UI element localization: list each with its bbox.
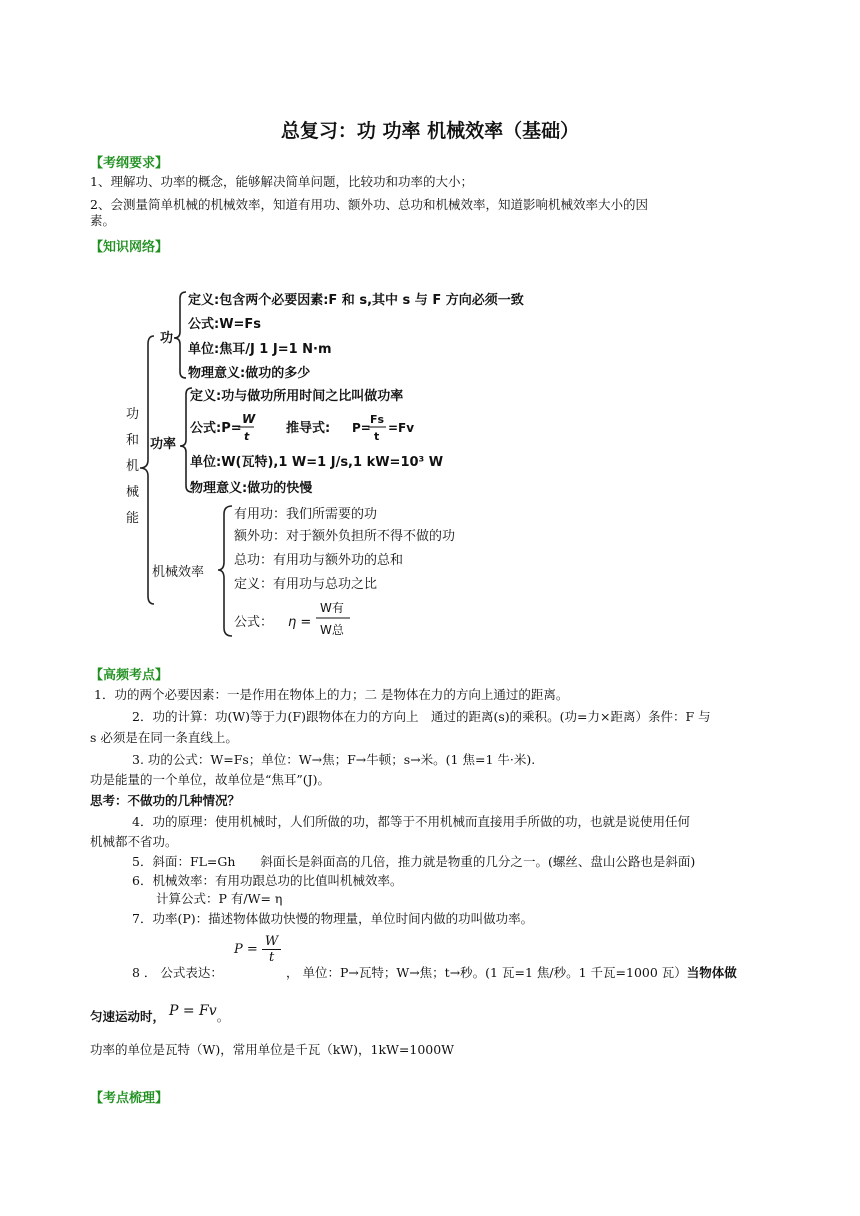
efficiency-definition: 定义：有用功与总功之比 (234, 577, 378, 592)
hot-point-6-formula: 计算公式：P 有/W= η (156, 891, 283, 906)
section-requirements: 【考纲要求】 (90, 156, 169, 171)
power-derived-suffix: =Fv (388, 421, 415, 435)
tree-root-char: 械 (126, 485, 140, 500)
power-meaning: 物理意义:做功的快慢 (190, 481, 313, 496)
requirement-2-cont: 素。 (90, 213, 116, 228)
tree-work-label: 功 (160, 331, 174, 346)
efficiency-num: W有 (320, 601, 344, 615)
units-text: ， 单位：P→瓦特；W→焦；t→秒。(1 瓦=1 焦/秒。1 千瓦=1000 瓦） (286, 965, 687, 980)
period: 。 (216, 1009, 230, 1024)
efficiency-brace (218, 506, 232, 636)
tree-root-char: 和 (126, 433, 140, 448)
requirement-1: 1、理解功、功率的概念，能够解决简单问题，比较功和功率的大小； (90, 174, 473, 189)
power-formula: 公式:P= (190, 421, 242, 436)
work-unit: 单位:焦耳/J 1 J=1 N·m (188, 342, 332, 357)
tree-root-char: 能 (126, 511, 140, 526)
requirement-2: 2、会测量简单机械的机械效率，知道有用功、额外功、总功和机械效率，知道影响机械效率大小的因 (90, 197, 648, 212)
hot-point-3: 3. 功的公式：W=Fs；单位：W→焦；F→牛顿；s→米。(1 焦=1 牛·米). (132, 752, 536, 767)
units-bold: 当物体做 (686, 965, 737, 980)
formula-den: t (268, 950, 275, 965)
power-velocity-formula: P = Fv (169, 1003, 217, 1019)
tree-root-char: 机 (126, 459, 140, 474)
root-brace (140, 336, 154, 604)
hot-point-2: 2．功的计算：功(W)等于力(F)跟物体在力的方向上 通过的距离(s)的乘积。(功=力×距离）条件：F 与 (132, 709, 711, 724)
work-definition: 定义:包含两个必要因素:F 和 s,其中 s 与 F 方向必须一致 (188, 293, 524, 308)
hot-point-8-formula (234, 934, 281, 965)
power-unit: 单位:W(瓦特),1 W=1 J/s,1 kW=10³ W (190, 455, 444, 470)
section-hotpoints: 【高频考点】 (90, 668, 169, 683)
efficiency-den: W总 (320, 623, 344, 637)
tree-efficiency-label: 机械效率 (152, 565, 205, 580)
hot-point-4-cont: 机械都不省功。 (90, 834, 178, 849)
work-brace (174, 292, 186, 378)
power-derived-label: 推导式: (286, 421, 331, 436)
section-review: 【考点梳理】 (90, 1091, 169, 1106)
power-derived-num: Fs (370, 413, 385, 426)
uniform-motion-text: 匀速运动时， (90, 1009, 166, 1024)
power-unit-note: 功率的单位是瓦特（W)，常用单位是千瓦（kW)，1kW=1000W (90, 1042, 455, 1057)
page-title: 总复习：功 功率 机械效率（基础） (280, 120, 580, 142)
work-meaning: 物理意义:做功的多少 (188, 366, 311, 381)
hot-point-8-cont (90, 1003, 230, 1026)
work-formula: 公式:W=Fs (188, 317, 262, 332)
efficiency-formula: 公式： (234, 615, 274, 630)
power-formula-num: W (242, 412, 256, 426)
efficiency-extra: 额外功：对于额外负担所不得不做的功 (234, 529, 456, 544)
hot-point-7: 7．功率(P)：描述物体做功快慢的物理量，单位时间内做的功叫做功率。 (132, 911, 534, 926)
hot-point-6: 6．机械效率：有用功跟总功的比值叫机械效率。 (132, 873, 403, 888)
power-definition: 定义:功与做功所用时间之比叫做功率 (190, 389, 404, 404)
efficiency-eta: η = (288, 615, 312, 630)
formula-num: W (262, 934, 281, 950)
hot-point-3-cont: 功是能量的一个单位，故单位是“焦耳”(J)。 (90, 772, 331, 787)
hot-point-1: 1．功的两个必要因素：一是作用在物体上的力；二 是物体在力的方向上通过的距离。 (94, 687, 569, 702)
power-formula-den: t (244, 430, 250, 443)
formula-fraction (262, 934, 281, 965)
hot-point-4: 4．功的原理：使用机械时，人们所做的功，都等于不用机械而直接用手所做的功，也就是说使用任何 (132, 814, 690, 829)
think-question: 思考：不做功的几种情况？ (90, 793, 241, 808)
hot-point-2-cont: s 必须是在同一条直线上。 (90, 730, 238, 745)
section-network: 【知识网络】 (90, 240, 169, 255)
efficiency-total: 总功：有用功与额外功的总和 (234, 553, 404, 568)
power-derived-den: t (374, 430, 380, 443)
efficiency-useful: 有用功：我们所需要的功 (234, 507, 378, 522)
tree-power-label: 功率 (150, 437, 177, 452)
formula-lhs: P = (234, 942, 258, 957)
power-derived-prefix: P= (352, 421, 371, 435)
hot-point-8-prefix: 8 ． 公式表达： (132, 965, 223, 980)
tree-root-char: 功 (126, 407, 140, 422)
hot-point-8-units (286, 964, 737, 981)
hot-point-5: 5．斜面：FL=Gh 斜面长是斜面高的几倍，推力就是物重的几分之一。(螺丝、盘山公路也是斜面) (132, 854, 696, 869)
knowledge-tree (118, 284, 598, 640)
